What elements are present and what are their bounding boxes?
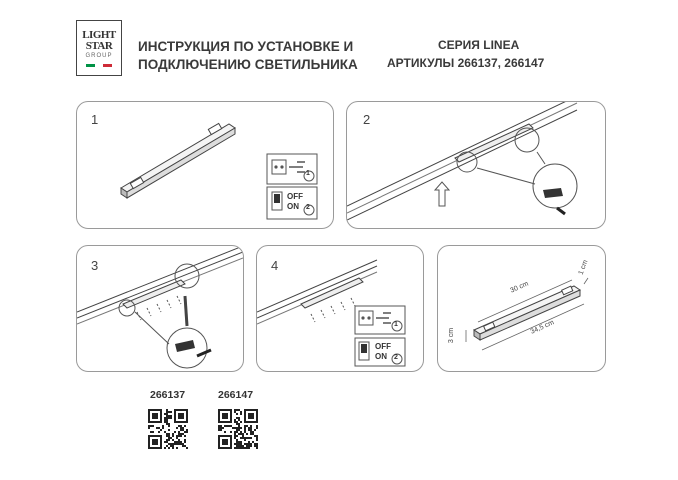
logo-text-light: LIGHT — [82, 29, 116, 41]
step-2-illustration — [347, 102, 605, 228]
switch-off-label: OFF — [287, 192, 303, 201]
flag-stripe-red — [103, 64, 112, 67]
dimensions-panel — [437, 245, 606, 372]
flag-stripe-white — [95, 64, 104, 67]
flag-stripe-green — [86, 64, 95, 67]
qr-code-icon[interactable] — [218, 409, 258, 449]
switch-on-label: ON — [375, 352, 387, 361]
step-4-illustration — [257, 246, 423, 371]
badge-1: 1 — [394, 321, 398, 328]
article-code-1: 266137 — [150, 389, 186, 401]
step-1-number: 1 — [91, 112, 99, 127]
badge-2: 2 — [306, 204, 310, 211]
step-4-panel — [256, 245, 424, 372]
arrow-up-icon — [435, 182, 449, 206]
step-1-panel — [76, 101, 334, 229]
document-title — [138, 38, 358, 74]
title-line-2: ПОДКЛЮЧЕНИЮ СВЕТИЛЬНИКА — [138, 57, 358, 72]
qr-code-icon[interactable] — [148, 409, 188, 449]
dimension-total-length: 34,5 cm — [529, 319, 556, 336]
brand-logo — [76, 20, 122, 82]
step-4-number: 4 — [271, 258, 279, 273]
series-label: СЕРИЯ LINEA — [438, 38, 520, 52]
step-3-panel — [76, 245, 244, 372]
step-3-illustration — [77, 246, 243, 371]
switch-off-label: OFF — [375, 342, 391, 351]
step-2-number: 2 — [363, 112, 371, 127]
title-line-1: ИНСТРУКЦИЯ ПО УСТАНОВКЕ И — [138, 39, 354, 54]
italian-flag-icon — [86, 64, 112, 67]
dimension-height: 3 cm — [448, 327, 456, 344]
step-2-panel — [346, 101, 606, 229]
dimension-length: 30 cm — [509, 280, 530, 295]
dimension-width: 1 cm — [577, 259, 590, 276]
power-plug-icon — [355, 306, 405, 334]
logo-text-star: STAR — [85, 40, 113, 52]
article-code-2: 266147 — [218, 389, 254, 401]
step-3-number: 3 — [91, 258, 99, 273]
power-plug-icon — [267, 154, 317, 184]
badge-1: 1 — [306, 170, 310, 177]
logo-text-group: GROUP — [85, 53, 113, 59]
badge-2: 2 — [394, 354, 398, 361]
switch-on-label: ON — [287, 202, 299, 211]
articles-label: АРТИКУЛЫ 266137, 266147 — [387, 56, 545, 70]
